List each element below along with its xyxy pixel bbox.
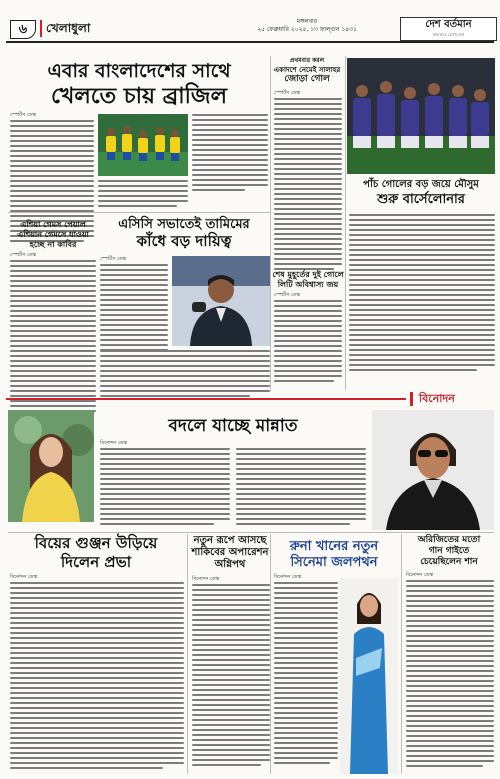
asia-games-headline: এশিয়া গেমস পেয়াল এশিয়ান গেমসে যাওয়া হচ্ছে না কাবির [17,219,89,249]
mannat-byline: বিনোদন ডেস্ক [100,440,128,446]
brazil-byline: স্পোর্টস ডেস্ক [10,112,37,118]
last-minute-byline: স্পোর্টস ডেস্ক [274,292,301,298]
salah-body-text [274,98,342,273]
page-number-badge [10,20,36,39]
runa-headline: রুনা খানের নতুন সিনেমা জলপথন [289,539,379,570]
barcelona-headline: পাঁচ গোলের বড় জয়ে মৌসুম শুরু বার্সেলোনার [363,179,479,207]
shakib-headline: নতুন রূপে আসছে শাকিবের অপারেশন অগ্নিপথ [191,535,269,570]
brazil-team-photo [98,114,188,176]
runa-byline: বিনোদন ডেস্ক [274,574,302,580]
arijit-byline: বিনোদন ডেস্ক [406,572,434,578]
row-rule [8,532,494,533]
shakib-byline: বিনোদন ডেস্ক [192,576,220,582]
day: মঙ্গলবার [296,18,318,25]
tamim-headline: এসিসি সভাতেই তামিমের কাঁধে বড় দায়িত্ব [118,217,250,250]
paper-tagline: আমাদের চোখে দেশ [432,32,465,37]
shakib-body [192,584,270,769]
prova-headline: বিয়ের গুঞ্জন উড়িয়ে দিলেন প্রভা [34,534,158,571]
barcelona-body [349,214,495,374]
mannat-body-left [100,448,230,528]
column-rule [187,534,188,774]
section-title: খেলাধুলা [40,20,142,37]
salah-byline: স্পোর্টস ডেস্ক [274,90,301,96]
column-rule [345,56,346,390]
runa-khan-photo [340,578,398,774]
mannat-body-right [236,448,366,528]
column-rule [270,534,271,774]
shah-rukh-photo [372,410,494,530]
arijit-headline: অরিজিতের মতো গান গাইতে চেয়েছিলেন শান [417,535,481,567]
tamim-byline: স্পোর্টস ডেস্ক [100,256,127,262]
masthead [0,0,500,44]
paper-name: দেশ বর্তমান [425,19,472,30]
brazil-body-text-3 [192,114,268,194]
asia-games-byline: স্পোর্টস ডেস্ক [10,252,37,258]
row-rule [8,212,270,213]
mannat-photo [8,410,94,522]
brazil-headline: এবার বাংলাদেশের সাথে খেলতে চায় ব্রাজিল [47,60,231,109]
barcelona-team-photo [347,58,495,174]
last-minute-body [274,300,342,385]
page-number: ৬ [18,22,28,37]
date-block [232,18,382,34]
prova-byline: বিনোদন ডেস্ক [10,574,38,580]
arijit-body [406,580,494,770]
banner-label: বিনোদন [410,392,495,406]
prova-body [10,582,184,772]
salah-headline: প্রথমবার করল একাদশে নেমেই সালাহর জোড়া গোল [273,57,341,84]
mannat-headline: বদলে যাচ্ছে মান্নাত [168,416,298,436]
runa-body [274,582,338,767]
tamim-body-left [100,264,168,354]
date: ২৫ ফেব্রুয়ারি ২০২৫, ১৩ ফাল্গুন ১৪৩১ [257,26,357,33]
brazil-body-text-2 [98,180,188,210]
column-rule [401,534,402,774]
column-rule [270,56,271,390]
paper-logo [400,17,497,41]
tamim-photo [172,256,270,346]
masthead-rule [6,41,494,43]
entertainment-banner [0,392,500,406]
banner-line [6,398,406,400]
last-minute-headline: শেষ মুহূর্তের দুই গোলে লিটি অবিশ্বাস্য জয় [272,269,344,289]
